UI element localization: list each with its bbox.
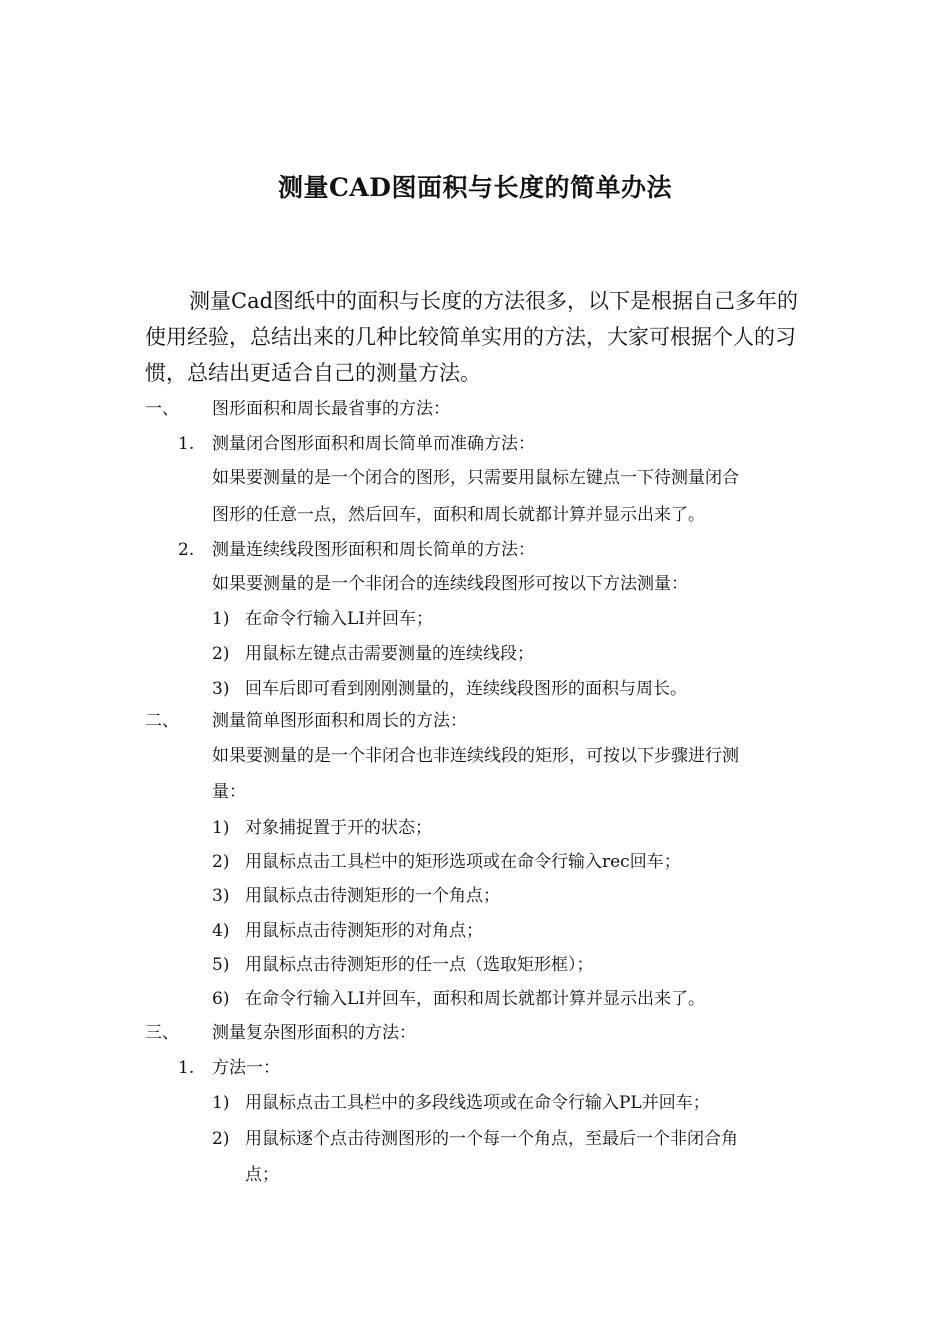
section-number: 二、 <box>145 711 179 731</box>
step-number: 2) <box>212 1129 230 1149</box>
item-heading: 测量连续线段图形面积和周长简单的方法： <box>212 540 535 560</box>
step-text: 回车后即可看到刚刚测量的，连续线段图形的面积与周长。 <box>245 679 687 699</box>
step-text: 用鼠标点击待测矩形的任一点（选取矩形框）； <box>245 955 594 975</box>
document-title: 测量CAD图面积与长度的简单办法 <box>278 173 672 202</box>
step-number: 3) <box>212 886 230 906</box>
step-number: 2) <box>212 852 230 872</box>
step-text: 在命令行输入LI并回车； <box>245 609 434 629</box>
section-heading: 测量复杂图形面积的方法： <box>212 1023 416 1043</box>
step-number: 3) <box>212 679 230 699</box>
step-text: 用鼠标点击待测矩形的对角点； <box>245 921 483 941</box>
step-text: 用鼠标点击待测矩形的一个角点； <box>245 886 500 906</box>
step-text: 用鼠标逐个点击待测图形的一个每一个角点，至最后一个非闭合角 <box>245 1129 738 1149</box>
step-number: 1) <box>212 1093 230 1113</box>
step-number: 1) <box>212 818 230 838</box>
body-text: 量： <box>212 782 246 802</box>
body-text: 如果要测量的是一个非闭合的连续线段图形可按以下方法测量： <box>212 574 688 594</box>
step-number: 5) <box>212 955 230 975</box>
body-text: 如果要测量的是一个闭合的图形，只需要用鼠标左键点一下待测量闭合 <box>212 468 739 488</box>
item-number: 1. <box>178 434 195 454</box>
step-number: 6) <box>212 989 230 1009</box>
body-text: 如果要测量的是一个非闭合也非连续线段的矩形，可按以下步骤进行测 <box>212 746 739 766</box>
step-text: 对象捕捉置于开的状态； <box>245 818 432 838</box>
section-heading: 图形面积和周长最省事的方法： <box>212 399 450 419</box>
step-text-continued: 点； <box>245 1165 279 1185</box>
section-heading: 测量简单图形面积和周长的方法： <box>212 711 467 731</box>
step-text: 用鼠标点击工具栏中的多段线选项或在命令行输入PL并回车； <box>245 1093 710 1113</box>
body-text: 图形的任意一点，然后回车，面积和周长就都计算并显示出来了。 <box>212 505 705 525</box>
intro-paragraph: 测量Cad图纸中的面积与长度的方法很多，以下是根据自己多年的使用经验，总结出来的几种比较简单实用的方法，大家可根据个人的习惯，总结出更适合自己的测量方法。 <box>145 289 799 385</box>
step-number: 2) <box>212 644 230 664</box>
step-text: 用鼠标左键点击需要测量的连续线段； <box>245 644 534 664</box>
item-heading: 方法一： <box>212 1058 280 1078</box>
step-text: 用鼠标点击工具栏中的矩形选项或在命令行输入rec回车； <box>245 852 681 872</box>
section-number: 一、 <box>145 399 179 419</box>
item-number: 2. <box>178 540 195 560</box>
step-number: 1) <box>212 609 230 629</box>
step-text: 在命令行输入LI并回车，面积和周长就都计算并显示出来了。 <box>245 989 706 1009</box>
step-number: 4) <box>212 921 230 941</box>
section-number: 三、 <box>145 1023 179 1043</box>
item-heading: 测量闭合图形面积和周长简单而准确方法： <box>212 434 535 454</box>
item-number: 1. <box>178 1058 195 1078</box>
